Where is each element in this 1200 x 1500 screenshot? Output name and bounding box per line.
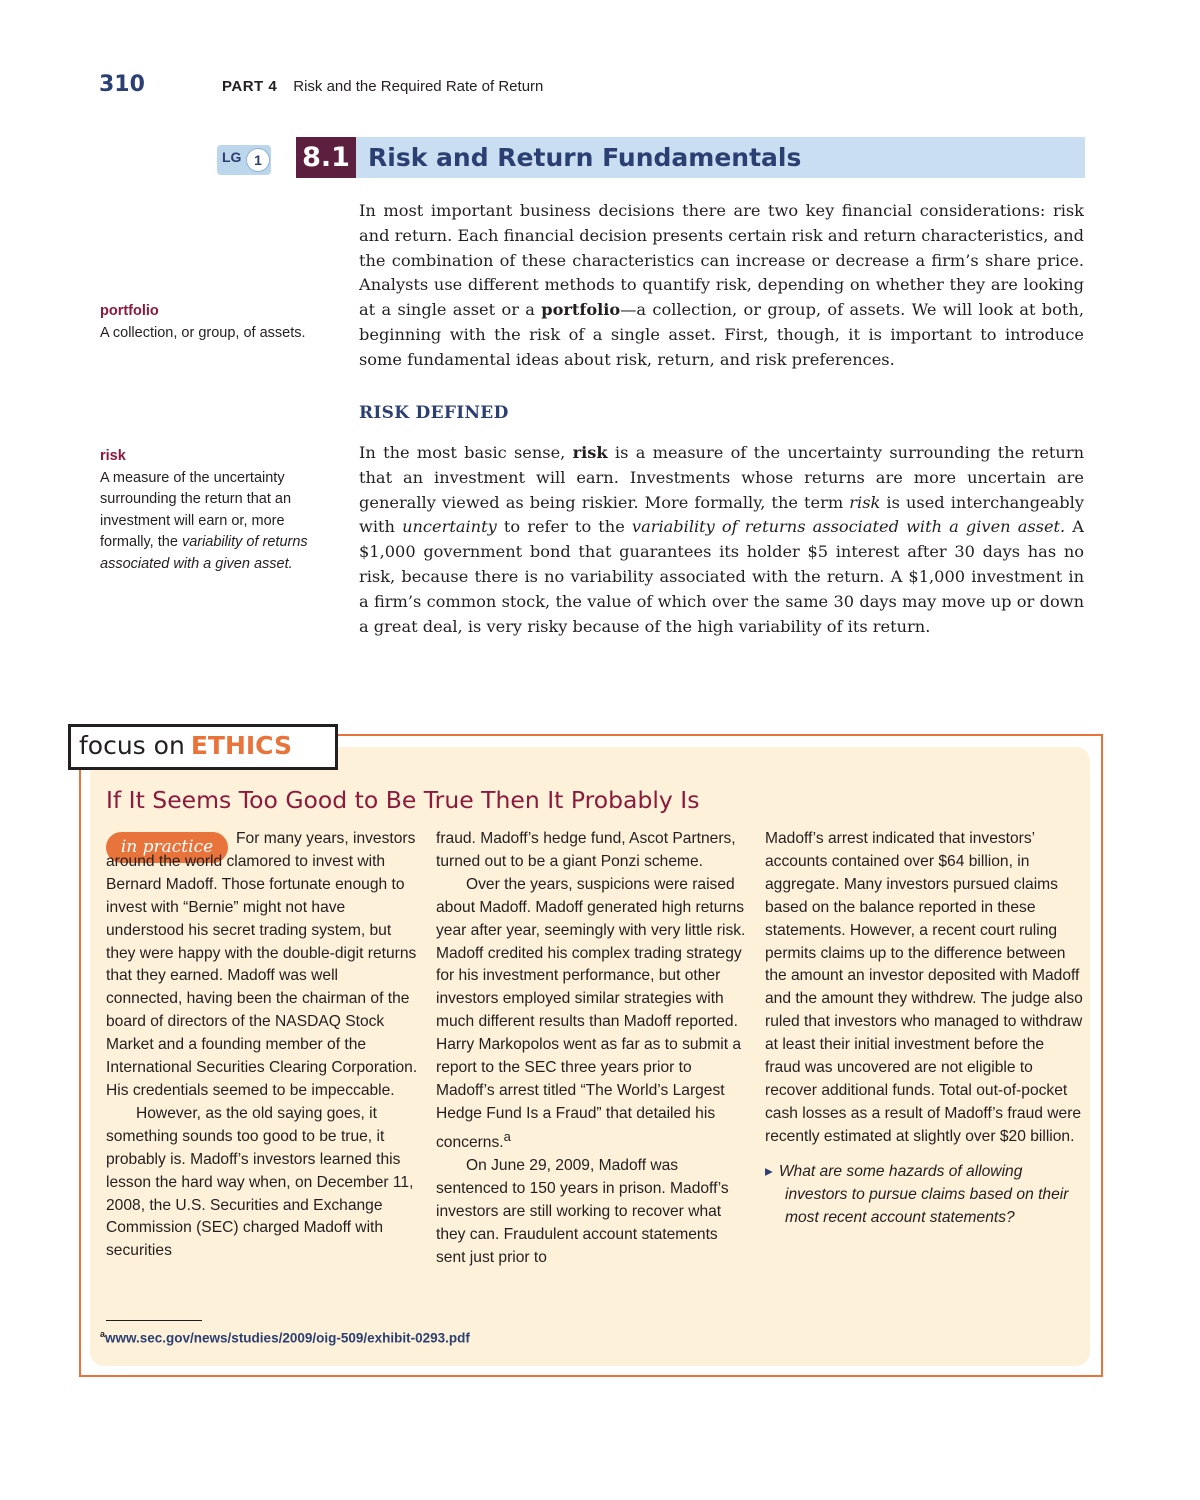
section-title: Risk and Return Fundamentals <box>368 143 802 172</box>
section-number: 8.1 <box>296 137 356 178</box>
page-number: 310 <box>99 72 145 97</box>
running-header <box>222 78 543 95</box>
footnote-marker: a <box>503 1128 511 1144</box>
footnote-link[interactable]: www.sec.gov/news/studies/2009/oig-509/exhibit-0293.pdf <box>105 1330 470 1346</box>
in-practice-badge: in practice <box>106 832 228 863</box>
ethics-column-3: Madoff’s arrest indicated that investors’ accounts contained over $64 billion, in aggregate. Many investors pursued claims based on the balance reported in these statements. However, a recent court ruling permits claims up to the difference between the amount an investor deposited with Madoff and the amount they withdrew. The judge also ruled that investors who managed to withdraw at least their initial investment before the fraud was uncovered are not eligible to recover additional funds. Total out-of-pocket cash losses as a result of Madoff’s fraud were recently estimated at slightly over $20 billion. ▸ What are some hazards of allowing investors to pursue claims based on their most recent account statements? <box>765 828 1083 1229</box>
glossary-risk <box>100 446 332 576</box>
intro-paragraph: In most important business decisions there are two key financial considerations: risk and return. Each financial decision presents certain risk and return characteristics, and the combination of these characteristics can increase or decrease a firm’s share price. Analysts use different methods to quantify risk, depending on whether they are looking at a single asset or a portfolio—a collection, or group, of assets. We will look at both, beginning with the risk of a single asset. First, though, it is important to introduce some fundamental ideas about risk, return, and risk preferences. <box>359 201 1084 369</box>
part-title: Risk and the Required Rate of Return <box>293 78 544 95</box>
ethics-tab-label: focus on ETHICS <box>79 731 292 760</box>
part-label: PART 4 <box>222 78 278 95</box>
glossary-portfolio <box>100 301 332 344</box>
glossary-definition: A collection, or group, of assets. <box>100 324 306 341</box>
ethics-column-1: For many years, investors around the world clamored to invest with Bernard Madoff. Those fortunate enough to invest with “Bernie” might not have understood his secret trading system, but they were happy with the double-digit returns that they earned. Madoff was well connected, having been the chairman of the board of directors of the NASDAQ Stock Market and a founding member of the International Securities Clearing Corporation. His credentials seemed to be impeccable. However, as the old saying goes, it something sounds too good to be true, it probably is. Madoff’s investors learned this lesson the hard way when, on December 11, 2008, the U.S. Securities and Exchange Commission (SEC) charged Madoff with securities <box>106 830 418 1260</box>
learning-goal-label: LG <box>222 149 242 165</box>
risk-paragraph: In the most basic sense, risk is a measure of the uncertainty surrounding the return that an investment will earn. Investments whose returns are more uncertain are generally viewed as being riskier. More formally, the term risk is used interchangeably with uncertainty to refer to the variability of returns associated with a given asset. A $1,000 government bond that guarantees its holder $5 interest after 30 days has no risk, because there is no variability associated with the return. A $1,000 investment in a firm’s common stock, the value of which over the same 30 days may move up or down a great deal, is very risky because of the high variability of its return. <box>359 443 1085 636</box>
critical-thinking-question: ▸ What are some hazards of allowing investors to pursue claims based on their most recent account statements? <box>765 1162 1069 1226</box>
ethics-title: If It Seems Too Good to Be True Then It Probably Is <box>106 786 700 814</box>
learning-goal-number: 1 <box>246 148 270 172</box>
glossary-term: risk <box>100 448 126 464</box>
footnote: $^a$www.sec.gov/news/studies/2009/oig-509/exhibit-0293.pdf <box>100 1329 470 1346</box>
ethics-column-2: fraud. Madoff’s hedge fund, Ascot Partners, turned out to be a giant Ponzi scheme. Over the years, suspicions were raised about Madoff. Madoff generated high returns year after year, seemingly with very little risk. Madoff credited his complex trading strategy for his investment performance, but other investors employed similar strategies with much different results than Madoff reported. Harry Markopolos went as far as to submit a report to the SEC three years prior to Madoff’s arrest titled “The World’s Largest Hedge Fund Is a Fraud” that detailed his concerns.$^a$ On June 29, 2009, Madoff was sentenced to 150 years in prison. Madoff’s investors are still working to recover what they can. Fraudulent account statements sent just prior to <box>436 830 746 1266</box>
footnote-rule <box>106 1320 202 1321</box>
glossary-definition: A measure of the uncertainty surrounding the return that an investment will earn or, more formally, the variability of returns associated with a given asset. <box>100 469 308 572</box>
glossary-term: portfolio <box>100 303 159 319</box>
term-portfolio: portfolio <box>541 300 621 320</box>
subheading-risk-defined: RISK DEFINED <box>359 403 509 423</box>
term-risk: risk <box>572 443 608 462</box>
triangle-bullet-icon: ▸ <box>765 1162 773 1180</box>
